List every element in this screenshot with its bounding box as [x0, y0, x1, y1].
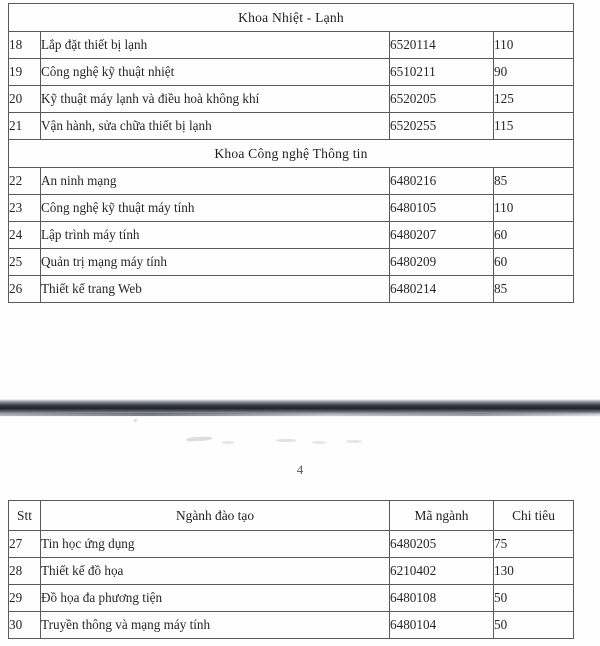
- cell-stt: 22: [9, 168, 41, 195]
- cell-quota: 60: [494, 249, 574, 276]
- table-row: [9, 168, 574, 195]
- table-row: [9, 249, 574, 276]
- cell-quota: 60: [494, 222, 574, 249]
- cell-name: Vận hành, sửa chữa thiết bị lạnh: [41, 113, 390, 140]
- admissions-table-continued: [8, 3, 574, 303]
- cell-quota: 110: [494, 32, 574, 59]
- cell-code: 6510211: [390, 59, 494, 86]
- cell-name: Tin học ứng dụng: [41, 531, 390, 558]
- section-heading: Khoa Công nghệ Thông tin: [9, 140, 574, 168]
- cell-quota: 125: [494, 86, 574, 113]
- cell-quota: 85: [494, 168, 574, 195]
- cell-stt: 28: [9, 558, 41, 585]
- scan-smudge-artifact: [186, 436, 212, 442]
- cell-stt: 23: [9, 195, 41, 222]
- cell-code: 6480105: [390, 195, 494, 222]
- cell-quota: 50: [494, 585, 574, 612]
- cell-quota: 115: [494, 113, 574, 140]
- cell-name: Đồ họa đa phương tiện: [41, 585, 390, 612]
- cell-stt: 20: [9, 86, 41, 113]
- cell-name: Truyền thông và mạng máy tính: [41, 612, 390, 639]
- scan-smudge-artifact: [346, 440, 362, 443]
- cell-code: 6480108: [390, 585, 494, 612]
- cell-name: Thiết kế trang Web: [41, 276, 390, 303]
- cell-stt: 24: [9, 222, 41, 249]
- admissions-table-page4: [8, 500, 574, 639]
- cell-code: 6210402: [390, 558, 494, 585]
- cell-code: 6480214: [390, 276, 494, 303]
- table-row: [9, 113, 574, 140]
- cell-code: 6480104: [390, 612, 494, 639]
- cell-stt: 27: [9, 531, 41, 558]
- table-row: [9, 59, 574, 86]
- table-row: [9, 222, 574, 249]
- cell-name: Công nghệ kỹ thuật nhiệt: [41, 59, 390, 86]
- scan-smudge-artifact: [134, 419, 137, 422]
- scan-smudge-artifact: [276, 439, 296, 442]
- page-separator-band: [0, 399, 600, 417]
- table-row: [9, 86, 574, 113]
- cell-quota: 110: [494, 195, 574, 222]
- cell-quota: 50: [494, 612, 574, 639]
- scan-smudge-artifact: [222, 441, 234, 444]
- cell-code: 6480216: [390, 168, 494, 195]
- table-row: [9, 276, 574, 303]
- cell-name: An ninh mạng: [41, 168, 390, 195]
- cell-name: Thiết kế đồ họa: [41, 558, 390, 585]
- cell-name: Quản trị mạng máy tính: [41, 249, 390, 276]
- cell-quota: 75: [494, 531, 574, 558]
- table-header-row: [9, 501, 574, 531]
- section-heading-row: [9, 140, 574, 168]
- cell-code: 6480207: [390, 222, 494, 249]
- table-row: [9, 531, 574, 558]
- table-row: [9, 612, 574, 639]
- cell-quota: 90: [494, 59, 574, 86]
- cell-stt: 30: [9, 612, 41, 639]
- column-header-name: Ngành đào tạo: [41, 501, 390, 531]
- table-row: [9, 32, 574, 59]
- cell-name: Công nghệ kỹ thuật máy tính: [41, 195, 390, 222]
- table-row: [9, 195, 574, 222]
- cell-name: Lập trình máy tính: [41, 222, 390, 249]
- cell-name: Lắp đặt thiết bị lạnh: [41, 32, 390, 59]
- cell-code: 6480205: [390, 531, 494, 558]
- column-header-code: Mã ngành: [390, 501, 494, 531]
- page-number: 4: [296, 462, 304, 477]
- column-header-quota: Chi tiêu: [494, 501, 574, 531]
- cell-quota: 85: [494, 276, 574, 303]
- cell-code: 6520114: [390, 32, 494, 59]
- table-row: [9, 585, 574, 612]
- cell-stt: 18: [9, 32, 41, 59]
- section-heading: Khoa Nhiệt - Lạnh: [9, 4, 574, 32]
- cell-code: 6480209: [390, 249, 494, 276]
- cell-stt: 19: [9, 59, 41, 86]
- section-heading-row: [9, 4, 574, 32]
- cell-stt: 29: [9, 585, 41, 612]
- cell-code: 6520205: [390, 86, 494, 113]
- cell-quota: 130: [494, 558, 574, 585]
- column-header-stt: Stt: [9, 501, 41, 531]
- cell-stt: 26: [9, 276, 41, 303]
- cell-stt: 25: [9, 249, 41, 276]
- table-row: [9, 558, 574, 585]
- cell-stt: 21: [9, 113, 41, 140]
- cell-name: Kỹ thuật máy lạnh và điều hoà không khí: [41, 86, 390, 113]
- cell-code: 6520255: [390, 113, 494, 140]
- scan-smudge-artifact: [312, 441, 326, 444]
